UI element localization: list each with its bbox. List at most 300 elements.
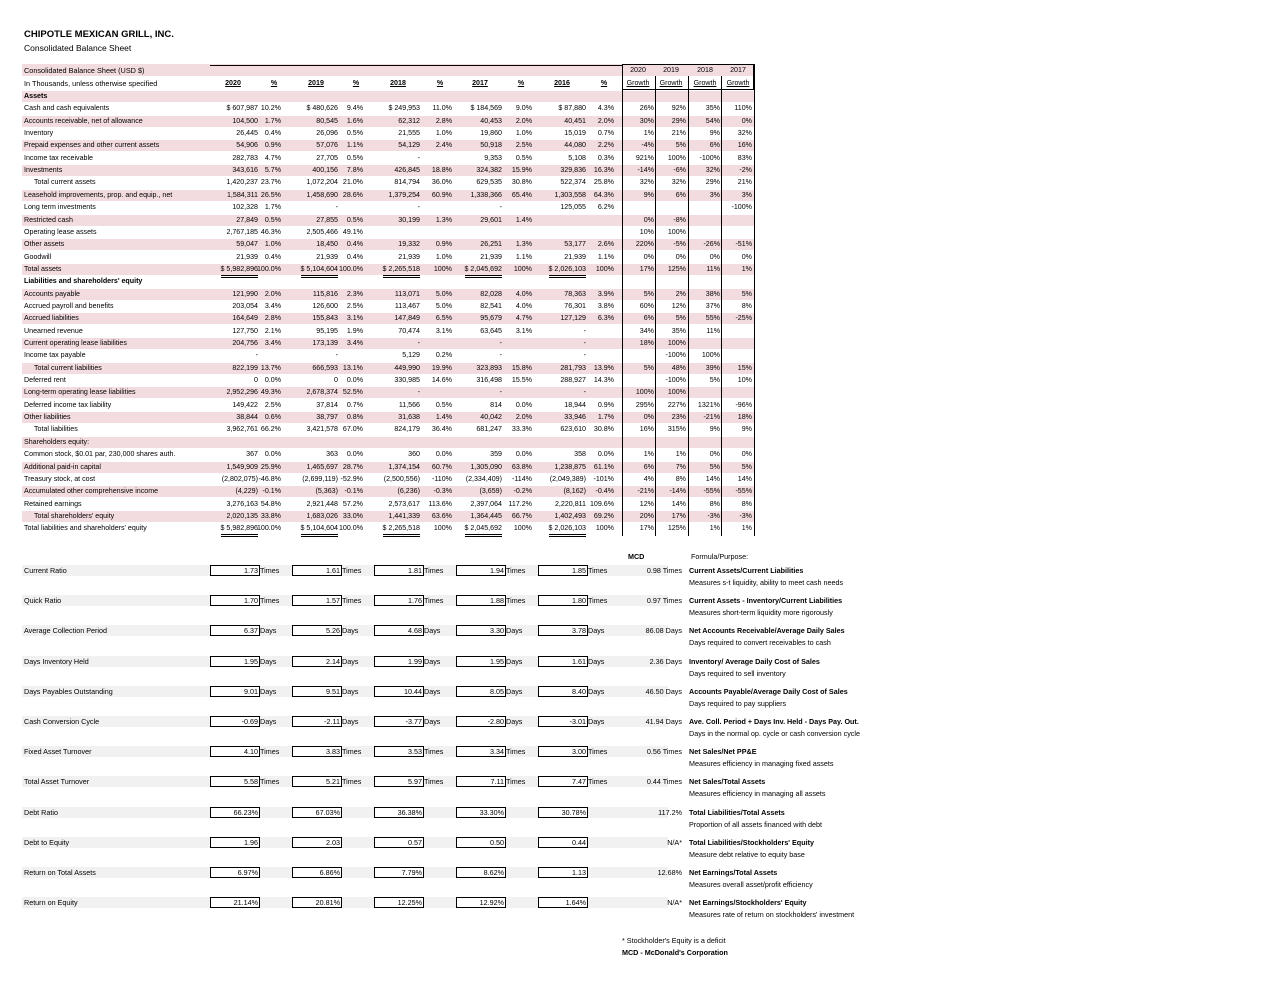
ratio-value: 1.95 xyxy=(456,656,506,667)
table-row xyxy=(22,412,754,423)
value-cell: 2,505,466 xyxy=(306,227,338,236)
ratio-purpose: Days in the normal op. cycle or cash conversion cycle xyxy=(689,729,860,738)
value-cell: 30.8% xyxy=(593,425,614,434)
value-cell: 3.1% xyxy=(515,326,532,335)
value-cell: 15,019 xyxy=(564,129,586,138)
ratio-value: 2.14 xyxy=(292,656,342,667)
ratio-unit: Days xyxy=(588,626,605,636)
value-cell: 49.1% xyxy=(342,227,363,236)
ratio-formula: Net Earnings/Stockholders' Equity xyxy=(689,898,807,908)
growth-cell: -8% xyxy=(673,215,686,224)
value-cell: 29,601 xyxy=(480,215,502,224)
value-cell: -0.3% xyxy=(433,487,452,496)
value-cell: 400,156 xyxy=(312,166,338,175)
growth-cell: 17% xyxy=(639,524,654,533)
growth-cell: 1% xyxy=(643,450,654,459)
growth-label: Growth xyxy=(626,79,650,87)
growth-cell: 29% xyxy=(671,116,686,125)
value-cell: 6.5% xyxy=(435,314,452,323)
value-cell: 0 xyxy=(254,376,258,385)
value-cell: 44,080 xyxy=(564,141,586,150)
ratio-unit: Days xyxy=(260,686,277,696)
ratio-value: 10.44 xyxy=(374,686,424,697)
value-cell: $ 5,104,604 xyxy=(301,264,338,278)
value-cell: 1,238,875 xyxy=(554,462,586,471)
table-row xyxy=(22,338,754,349)
growth-cell: 6% xyxy=(643,462,654,471)
mcd-value: 2.36 Days xyxy=(649,656,682,666)
value-cell: (3,659) xyxy=(479,487,502,496)
growth-cell: 21% xyxy=(671,129,686,138)
ratio-value: 12.92% xyxy=(456,897,506,908)
value-cell: 21.0% xyxy=(342,178,363,187)
value-cell: 16.3% xyxy=(593,166,614,175)
value-cell: - xyxy=(417,388,420,397)
ratio-formula: Net Accounts Receivable/Average Daily Sales xyxy=(689,626,845,636)
value-cell: 30.8% xyxy=(511,178,532,187)
table-row xyxy=(22,239,754,250)
value-cell: 282,783 xyxy=(232,153,258,162)
value-cell: - xyxy=(417,339,420,347)
growth-cell: 220% xyxy=(635,240,654,249)
ratio-value: 9.01 xyxy=(210,686,260,697)
value-cell: 127,129 xyxy=(560,314,586,323)
value-cell: 1,549,909 xyxy=(226,462,258,471)
row-label: Leasehold improvements, prop. and equip., net xyxy=(24,190,173,199)
value-cell: -101% xyxy=(593,474,614,483)
value-cell: 1,379,254 xyxy=(388,190,420,199)
growth-cell: 10% xyxy=(639,227,654,236)
value-cell: 5.0% xyxy=(435,289,452,298)
value-cell: 1,420,237 xyxy=(226,178,258,187)
table-row xyxy=(22,375,754,386)
value-cell: 324,382 xyxy=(476,166,502,175)
ratio-unit: Times xyxy=(260,566,280,575)
value-cell: 14.3% xyxy=(593,376,614,385)
ratio-formula: Total Liabilities/Total Assets xyxy=(689,807,785,817)
value-cell: 13.7% xyxy=(260,363,281,372)
value-cell: 0.0% xyxy=(515,450,532,459)
value-cell: 100% xyxy=(513,524,532,533)
growth-cell: 1% xyxy=(643,129,654,138)
value-cell: (4,229) xyxy=(235,487,258,496)
header-pct: % xyxy=(270,79,278,87)
growth-cell: 8% xyxy=(741,301,752,310)
value-cell: $ 87,880 xyxy=(558,104,586,113)
value-cell: 15.9% xyxy=(511,166,532,175)
growth-cell: 0% xyxy=(741,450,752,459)
value-cell: 3.9% xyxy=(597,289,614,298)
ratio-value: 0.44 xyxy=(538,837,588,848)
ratio-formula: Inventory/ Average Daily Cost of Sales xyxy=(689,656,820,666)
mcd-value: 12.68% xyxy=(657,868,682,877)
growth-cell: -55% xyxy=(735,487,752,496)
table-row xyxy=(22,116,754,127)
growth-cell: 3% xyxy=(741,190,752,199)
header-pct: % xyxy=(436,79,444,87)
value-cell: 21,939 xyxy=(316,252,338,261)
value-cell: -0.1% xyxy=(262,487,281,496)
table-row xyxy=(22,523,754,534)
value-cell: 57,076 xyxy=(316,141,338,150)
value-cell: 0.5% xyxy=(264,215,281,224)
value-cell: 1,364,445 xyxy=(470,511,502,520)
table-row xyxy=(22,313,754,324)
ratio-value: 5.26 xyxy=(292,625,342,636)
ratio-value: 4.10 xyxy=(210,746,260,757)
value-cell: 1.9% xyxy=(346,326,363,335)
value-cell: 33.8% xyxy=(260,511,281,520)
value-cell: $ 5,104,604 xyxy=(301,523,338,537)
value-cell: 1.7% xyxy=(264,203,281,212)
value-cell: 28.6% xyxy=(342,190,363,199)
table-row xyxy=(22,276,754,287)
growth-gridline xyxy=(721,64,722,536)
ratio-unit: Days xyxy=(424,656,441,666)
ratio-unit: Days xyxy=(342,626,359,636)
value-cell: 2,573,617 xyxy=(388,499,420,508)
ratio-purpose: Measures rate of return on stockholders' investment xyxy=(689,910,855,920)
ratio-unit: Days xyxy=(424,626,441,636)
ratio-formula: Current Assets - Inventory/Current Liabilities xyxy=(689,596,843,606)
ratio-unit: Times xyxy=(424,777,444,787)
row-label: Operating lease assets xyxy=(24,227,97,236)
value-cell: 822,199 xyxy=(232,363,258,372)
header-rule xyxy=(210,65,622,66)
growth-cell: 60% xyxy=(639,301,654,310)
value-cell: 21,939 xyxy=(398,252,420,261)
ratio-value: 3.30 xyxy=(456,625,506,636)
value-cell: 50,918 xyxy=(480,141,502,150)
value-cell: 2,397,064 xyxy=(470,499,502,508)
value-cell: 10.2% xyxy=(260,104,281,113)
value-cell: (8,162) xyxy=(563,487,586,496)
ratio-value: 1.96 xyxy=(210,837,260,848)
row-label: Shareholders equity: xyxy=(24,437,90,446)
growth-cell: 3% xyxy=(709,190,720,199)
value-cell: 37,814 xyxy=(316,400,338,409)
header-pct: % xyxy=(517,79,525,87)
growth-cell: 10% xyxy=(737,376,752,385)
growth-cell: 32% xyxy=(737,129,752,138)
value-cell: 1,402,493 xyxy=(554,511,586,520)
value-cell: -46.8% xyxy=(258,474,281,483)
mcd-value: 86.08 Days xyxy=(645,626,682,636)
header-pct: % xyxy=(600,79,608,87)
value-cell: 9.0% xyxy=(515,104,532,113)
value-cell: 2.0% xyxy=(515,116,532,125)
growth-cell: 125% xyxy=(667,264,686,273)
ratio-unit: Times xyxy=(260,747,280,757)
ratio-unit: Days xyxy=(260,626,277,636)
mcd-header: MCD xyxy=(628,552,645,561)
value-cell: 164,649 xyxy=(232,314,258,323)
ratio-unit: Times xyxy=(588,777,608,787)
table-row xyxy=(22,103,754,114)
table-row xyxy=(22,301,754,312)
value-cell: 1,374,154 xyxy=(388,462,420,471)
value-cell: 1,465,697 xyxy=(306,462,338,471)
ratio-name: Current Ratio xyxy=(24,566,67,575)
growth-cell: -3% xyxy=(707,511,720,520)
ratio-unit: Times xyxy=(588,566,608,575)
value-cell: - xyxy=(499,351,502,360)
growth-cell: 2% xyxy=(675,289,686,298)
growth-cell: 5% xyxy=(643,289,654,298)
growth-cell: 9% xyxy=(741,425,752,434)
growth-cell: -100% xyxy=(665,351,686,360)
growth-label: Growth xyxy=(659,79,683,87)
value-cell: 53,177 xyxy=(564,240,586,249)
row-label: Total assets xyxy=(24,264,62,273)
value-cell: 2,220,811 xyxy=(554,499,586,508)
value-cell: 360 xyxy=(408,450,420,459)
value-cell: 36.4% xyxy=(431,425,452,434)
value-cell: 64.3% xyxy=(593,190,614,199)
value-cell: (2,699,119) xyxy=(302,474,338,483)
value-cell: 0.0% xyxy=(346,450,363,459)
growth-cell: -96% xyxy=(735,400,752,409)
value-cell: - xyxy=(499,388,502,397)
ratio-unit: Days xyxy=(506,717,523,726)
value-cell: 3.1% xyxy=(435,326,452,335)
value-cell: 26.5% xyxy=(260,190,281,199)
ratio-unit: Times xyxy=(342,596,362,606)
growth-cell: 5% xyxy=(675,141,686,150)
value-cell: 109.6% xyxy=(589,499,614,508)
value-cell: 629,535 xyxy=(476,178,502,187)
ratio-name: Days Payables Outstanding xyxy=(24,686,113,696)
value-cell: 4.7% xyxy=(515,314,532,323)
value-cell: $ 5,982,896 xyxy=(221,523,258,537)
ratio-unit: Days xyxy=(342,717,359,726)
value-cell: 46.3% xyxy=(260,227,281,236)
value-cell: 2.8% xyxy=(264,314,281,323)
row-label: Cash and cash equivalents xyxy=(24,104,110,113)
ratio-value: 1.88 xyxy=(456,595,506,606)
table-row xyxy=(22,350,754,361)
value-cell: 62,312 xyxy=(398,116,420,125)
growth-cell: 39% xyxy=(705,363,720,372)
mcd-value: 41.94 Days xyxy=(645,717,682,726)
ratio-value: 1.61 xyxy=(292,565,342,576)
ratio-value: 1.85 xyxy=(538,565,588,576)
ratio-value: 30.78% xyxy=(538,807,588,818)
mcd-value: 0.97 Times xyxy=(646,596,682,606)
table-row xyxy=(22,437,754,448)
value-cell: 113,071 xyxy=(394,289,420,298)
value-cell: 2.2% xyxy=(597,141,614,150)
value-cell: 2.0% xyxy=(264,289,281,298)
growth-cell: 54% xyxy=(705,116,720,125)
ratio-value: 8.05 xyxy=(456,686,506,697)
row-label: Additional paid-in capital xyxy=(24,462,101,471)
ratio-value: 3.34 xyxy=(456,746,506,757)
growth-cell: 23% xyxy=(671,413,686,422)
ratio-value: 7.47 xyxy=(538,776,588,787)
value-cell: 23.7% xyxy=(260,178,281,187)
growth-cell: 14% xyxy=(671,499,686,508)
growth-cell: -100% xyxy=(699,153,720,162)
value-cell: 21,555 xyxy=(398,129,420,138)
growth-cell: 0% xyxy=(675,252,686,261)
value-cell: 1.7% xyxy=(264,116,281,125)
value-cell: 0.3% xyxy=(597,153,614,162)
value-cell: 358 xyxy=(574,450,586,459)
value-cell: 100.0% xyxy=(338,524,363,533)
ratio-formula: Net Sales/Net PP&E xyxy=(689,747,757,757)
growth-year: 2020 xyxy=(630,66,646,74)
value-cell: 69.2% xyxy=(593,511,614,520)
ratio-value: 20.81% xyxy=(292,897,342,908)
formula-header: Formula/Purpose: xyxy=(691,552,749,561)
table-row xyxy=(22,363,754,374)
ratio-unit: Times xyxy=(342,747,362,757)
value-cell: $ 2,026,103 xyxy=(549,523,586,537)
growth-cell: -25% xyxy=(735,314,752,323)
growth-cell: 29% xyxy=(705,178,720,187)
growth-cell: 11% xyxy=(706,264,720,273)
value-cell: 2.6% xyxy=(597,240,614,249)
ratio-purpose: Measure debt relative to equity base xyxy=(689,849,805,859)
row-label: Total liabilities xyxy=(34,425,78,434)
value-cell: 1.0% xyxy=(264,240,281,249)
value-cell: - xyxy=(499,339,502,347)
growth-cell: 38% xyxy=(705,289,720,298)
growth-cell: 15% xyxy=(737,363,752,372)
value-cell: 60.9% xyxy=(431,190,452,199)
value-cell: 3.4% xyxy=(264,301,281,310)
growth-cell: 18% xyxy=(639,339,654,347)
value-cell: 13.1% xyxy=(342,363,363,372)
ratio-value: 1.61 xyxy=(538,656,588,667)
value-cell: 28.7% xyxy=(342,462,363,471)
value-cell: 330,985 xyxy=(394,376,420,385)
row-label: Liabilities and shareholders' equity xyxy=(24,277,143,286)
row-label: Other liabilities xyxy=(24,413,71,422)
value-cell: 19.9% xyxy=(431,363,452,372)
ratio-value: 5.21 xyxy=(292,776,342,787)
ratio-value: -2.80 xyxy=(456,716,506,727)
value-cell: - xyxy=(583,351,586,360)
growth-cell: 35% xyxy=(671,326,686,335)
value-cell: 76,301 xyxy=(564,301,586,310)
growth-cell: 6% xyxy=(643,314,654,323)
value-cell: 54,129 xyxy=(398,141,420,150)
header-year: 2020 xyxy=(225,79,241,87)
value-cell: 0.4% xyxy=(264,252,281,261)
value-cell: 0.9% xyxy=(435,240,452,249)
ratio-purpose: Days required to convert receivables to cash xyxy=(689,638,831,648)
value-cell: 147,849 xyxy=(394,314,420,323)
value-cell: 2,020,135 xyxy=(226,511,258,520)
growth-cell: 35% xyxy=(705,104,720,113)
value-cell: 117.2% xyxy=(508,499,532,508)
value-cell: 26,445 xyxy=(236,129,258,138)
value-cell: $ 480,626 xyxy=(306,104,338,113)
ratio-purpose: Measures efficiency in managing all assets xyxy=(689,789,826,799)
mcd-value: 0.44 Times xyxy=(646,777,682,787)
growth-cell: 1% xyxy=(741,524,752,533)
growth-cell: 921% xyxy=(635,153,654,162)
growth-cell: 0% xyxy=(709,252,720,261)
growth-cell: 11% xyxy=(706,326,720,335)
value-cell: 11.0% xyxy=(432,104,452,113)
value-cell: 2.5% xyxy=(515,141,532,150)
value-cell: 27,705 xyxy=(316,153,338,162)
ratio-value: 3.00 xyxy=(538,746,588,757)
row-label: Other assets xyxy=(24,240,65,249)
value-cell: 1.6% xyxy=(346,116,363,125)
growth-cell: 295% xyxy=(635,400,654,409)
value-cell: 54.8% xyxy=(260,499,281,508)
value-cell: 0.0% xyxy=(264,450,281,459)
value-cell: 63.6% xyxy=(431,511,452,520)
value-cell: 65.4% xyxy=(511,190,532,199)
value-cell: 0.9% xyxy=(264,141,281,150)
growth-cell: -55% xyxy=(703,487,720,496)
value-cell: 100.0% xyxy=(256,524,281,533)
value-cell: 82,028 xyxy=(480,289,502,298)
value-cell: 100% xyxy=(513,264,532,273)
value-cell: 70,474 xyxy=(398,326,420,335)
ratio-value: 1.13 xyxy=(538,867,588,878)
value-cell: 33,946 xyxy=(564,413,586,422)
value-cell: - xyxy=(583,326,586,335)
value-cell: 173,139 xyxy=(312,339,338,347)
value-cell: 5,108 xyxy=(568,153,586,162)
ratio-unit: Days xyxy=(342,656,359,666)
value-cell: 38,797 xyxy=(316,413,338,422)
growth-label: Growth xyxy=(693,79,717,87)
value-cell: 0.6% xyxy=(264,413,281,422)
value-cell: 4.3% xyxy=(597,104,614,113)
value-cell: $ 2,045,692 xyxy=(465,523,502,537)
ratio-value: 1.73 xyxy=(210,565,260,576)
value-cell: 104,500 xyxy=(232,116,258,125)
ratio-purpose: Days required to pay suppliers xyxy=(689,698,787,708)
ratio-formula: Net Earnings/Total Assets xyxy=(689,868,778,877)
value-cell: 0.5% xyxy=(346,153,363,162)
value-cell: 31,638 xyxy=(398,413,420,422)
value-cell: 2.4% xyxy=(435,141,452,150)
header-row2-label: In Thousands, unless otherwise specified xyxy=(24,79,158,88)
value-cell: 95,679 xyxy=(480,314,502,323)
value-cell: 52.5% xyxy=(342,388,363,397)
value-cell: -114% xyxy=(512,474,532,483)
row-label: Accounts receivable, net of allowance xyxy=(24,116,143,125)
value-cell: 0.0% xyxy=(435,450,452,459)
ratio-value: 3.83 xyxy=(292,746,342,757)
growth-cell: 34% xyxy=(639,326,654,335)
row-label: Retained earnings xyxy=(24,499,82,508)
row-label: Accrued liabilities xyxy=(24,314,79,323)
value-cell: 66.7% xyxy=(511,511,532,520)
ratio-unit: Days xyxy=(588,686,605,696)
row-label: Accounts payable xyxy=(24,289,80,298)
mcd-value: 0.98 Times xyxy=(646,566,682,575)
value-cell: 54,906 xyxy=(236,141,258,150)
value-cell: 155,843 xyxy=(312,314,338,323)
ratio-unit: Times xyxy=(260,596,280,606)
table-row xyxy=(22,252,754,263)
ratio-value: -2.11 xyxy=(292,716,342,727)
growth-cell: 16% xyxy=(639,425,654,434)
value-cell: 95,195 xyxy=(316,326,338,335)
value-cell: 3,421,578 xyxy=(306,425,338,434)
row-label: Accumulated other comprehensive income xyxy=(24,487,159,496)
value-cell: 19,860 xyxy=(480,129,502,138)
